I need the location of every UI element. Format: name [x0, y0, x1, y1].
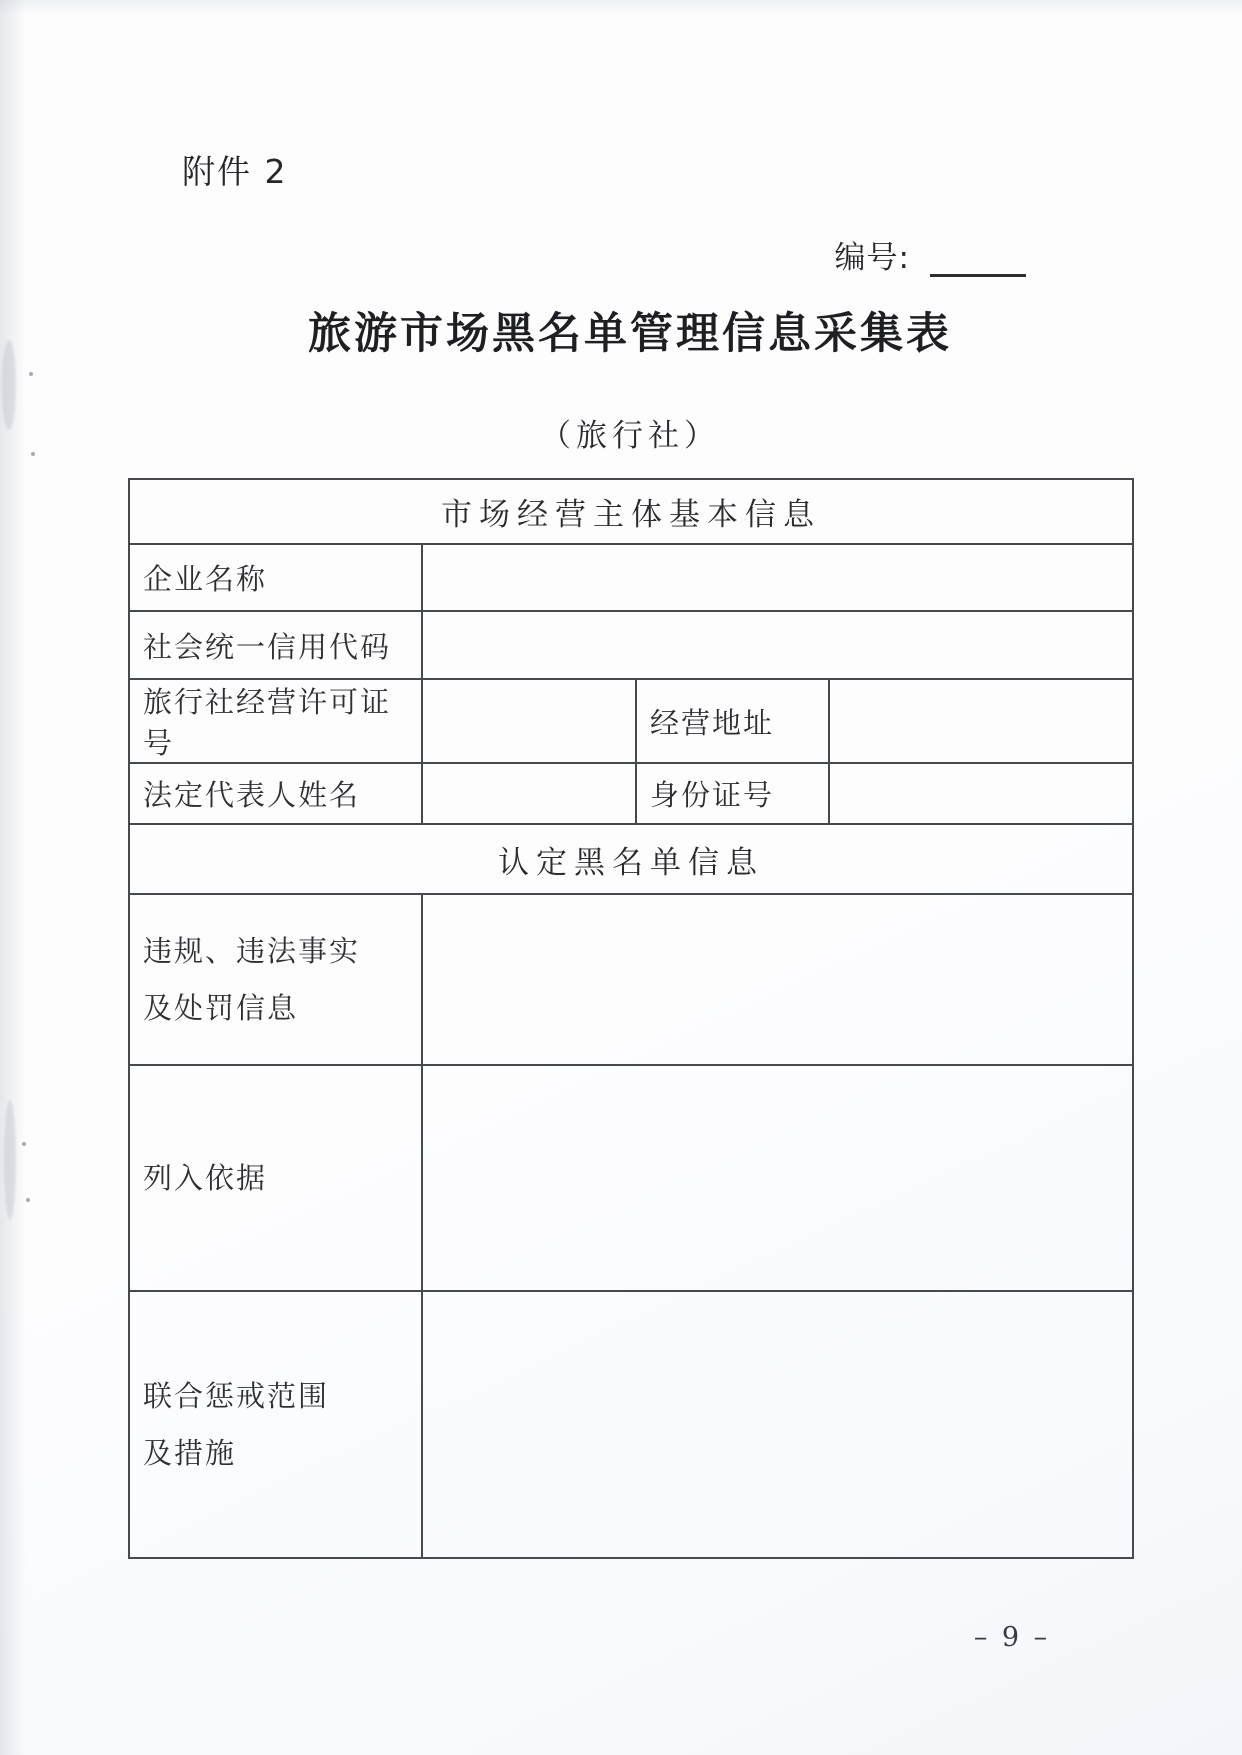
- label-enterprise-name: 企业名称: [129, 544, 422, 611]
- field-social-credit-code: [422, 611, 1133, 679]
- field-violation-facts-penalty-info: [422, 894, 1133, 1065]
- page-number: – 9 –: [973, 1622, 1051, 1653]
- scan-speck: [31, 452, 35, 456]
- field-inclusion-basis: [422, 1065, 1133, 1291]
- field-enterprise-name: [422, 544, 1133, 611]
- scan-smudge: [4, 1100, 16, 1220]
- form-subtitle: （旅行社）: [540, 418, 720, 454]
- scan-speck: [22, 1142, 26, 1146]
- label-violation-facts-penalty-info: [129, 894, 422, 1065]
- form-number-blank-line: [930, 241, 1026, 277]
- label-line: 及处罚信息: [143, 990, 299, 1025]
- label-travel-agency-license-no: 旅行社经营许可证号: [129, 679, 422, 763]
- form-table: [128, 478, 1134, 1559]
- label-line: 列入依据: [143, 1160, 268, 1195]
- label-social-credit-code: 社会统一信用代码: [129, 611, 422, 679]
- label-inclusion-basis: [129, 1065, 422, 1291]
- field-business-address: [829, 679, 1133, 763]
- scan-speck: [26, 1198, 30, 1202]
- field-id-card-number: [829, 763, 1133, 824]
- label-line: 违规、违法事实: [143, 933, 361, 968]
- label-line: 联合惩戒范围: [143, 1378, 330, 1413]
- label-business-address: 经营地址: [636, 679, 829, 763]
- label-line: 及措施: [143, 1435, 237, 1470]
- field-joint-punishment-scope-measures: [422, 1291, 1133, 1558]
- section-header-basic-info: 市场经营主体基本信息: [129, 479, 1133, 544]
- field-legal-representative-name: [422, 763, 636, 824]
- scan-edge-shadow-top: [0, 0, 1242, 14]
- form-number-label: 编号:: [834, 240, 910, 276]
- label-legal-representative-name: 法定代表人姓名: [129, 763, 422, 824]
- section-header-blacklist-info: 认定黑名单信息: [129, 824, 1133, 894]
- form-number-row: [835, 232, 1026, 277]
- label-id-card-number: 身份证号: [636, 763, 829, 824]
- scan-smudge: [2, 340, 16, 430]
- field-travel-agency-license-no: [422, 679, 636, 763]
- form-title: 旅游市场黑名单管理信息采集表: [308, 309, 952, 359]
- label-joint-punishment-scope-measures: [129, 1291, 422, 1558]
- scan-speck: [29, 372, 33, 376]
- scan-edge-shadow-left: [0, 0, 26, 1755]
- attachment-label: 附件 2: [182, 152, 288, 191]
